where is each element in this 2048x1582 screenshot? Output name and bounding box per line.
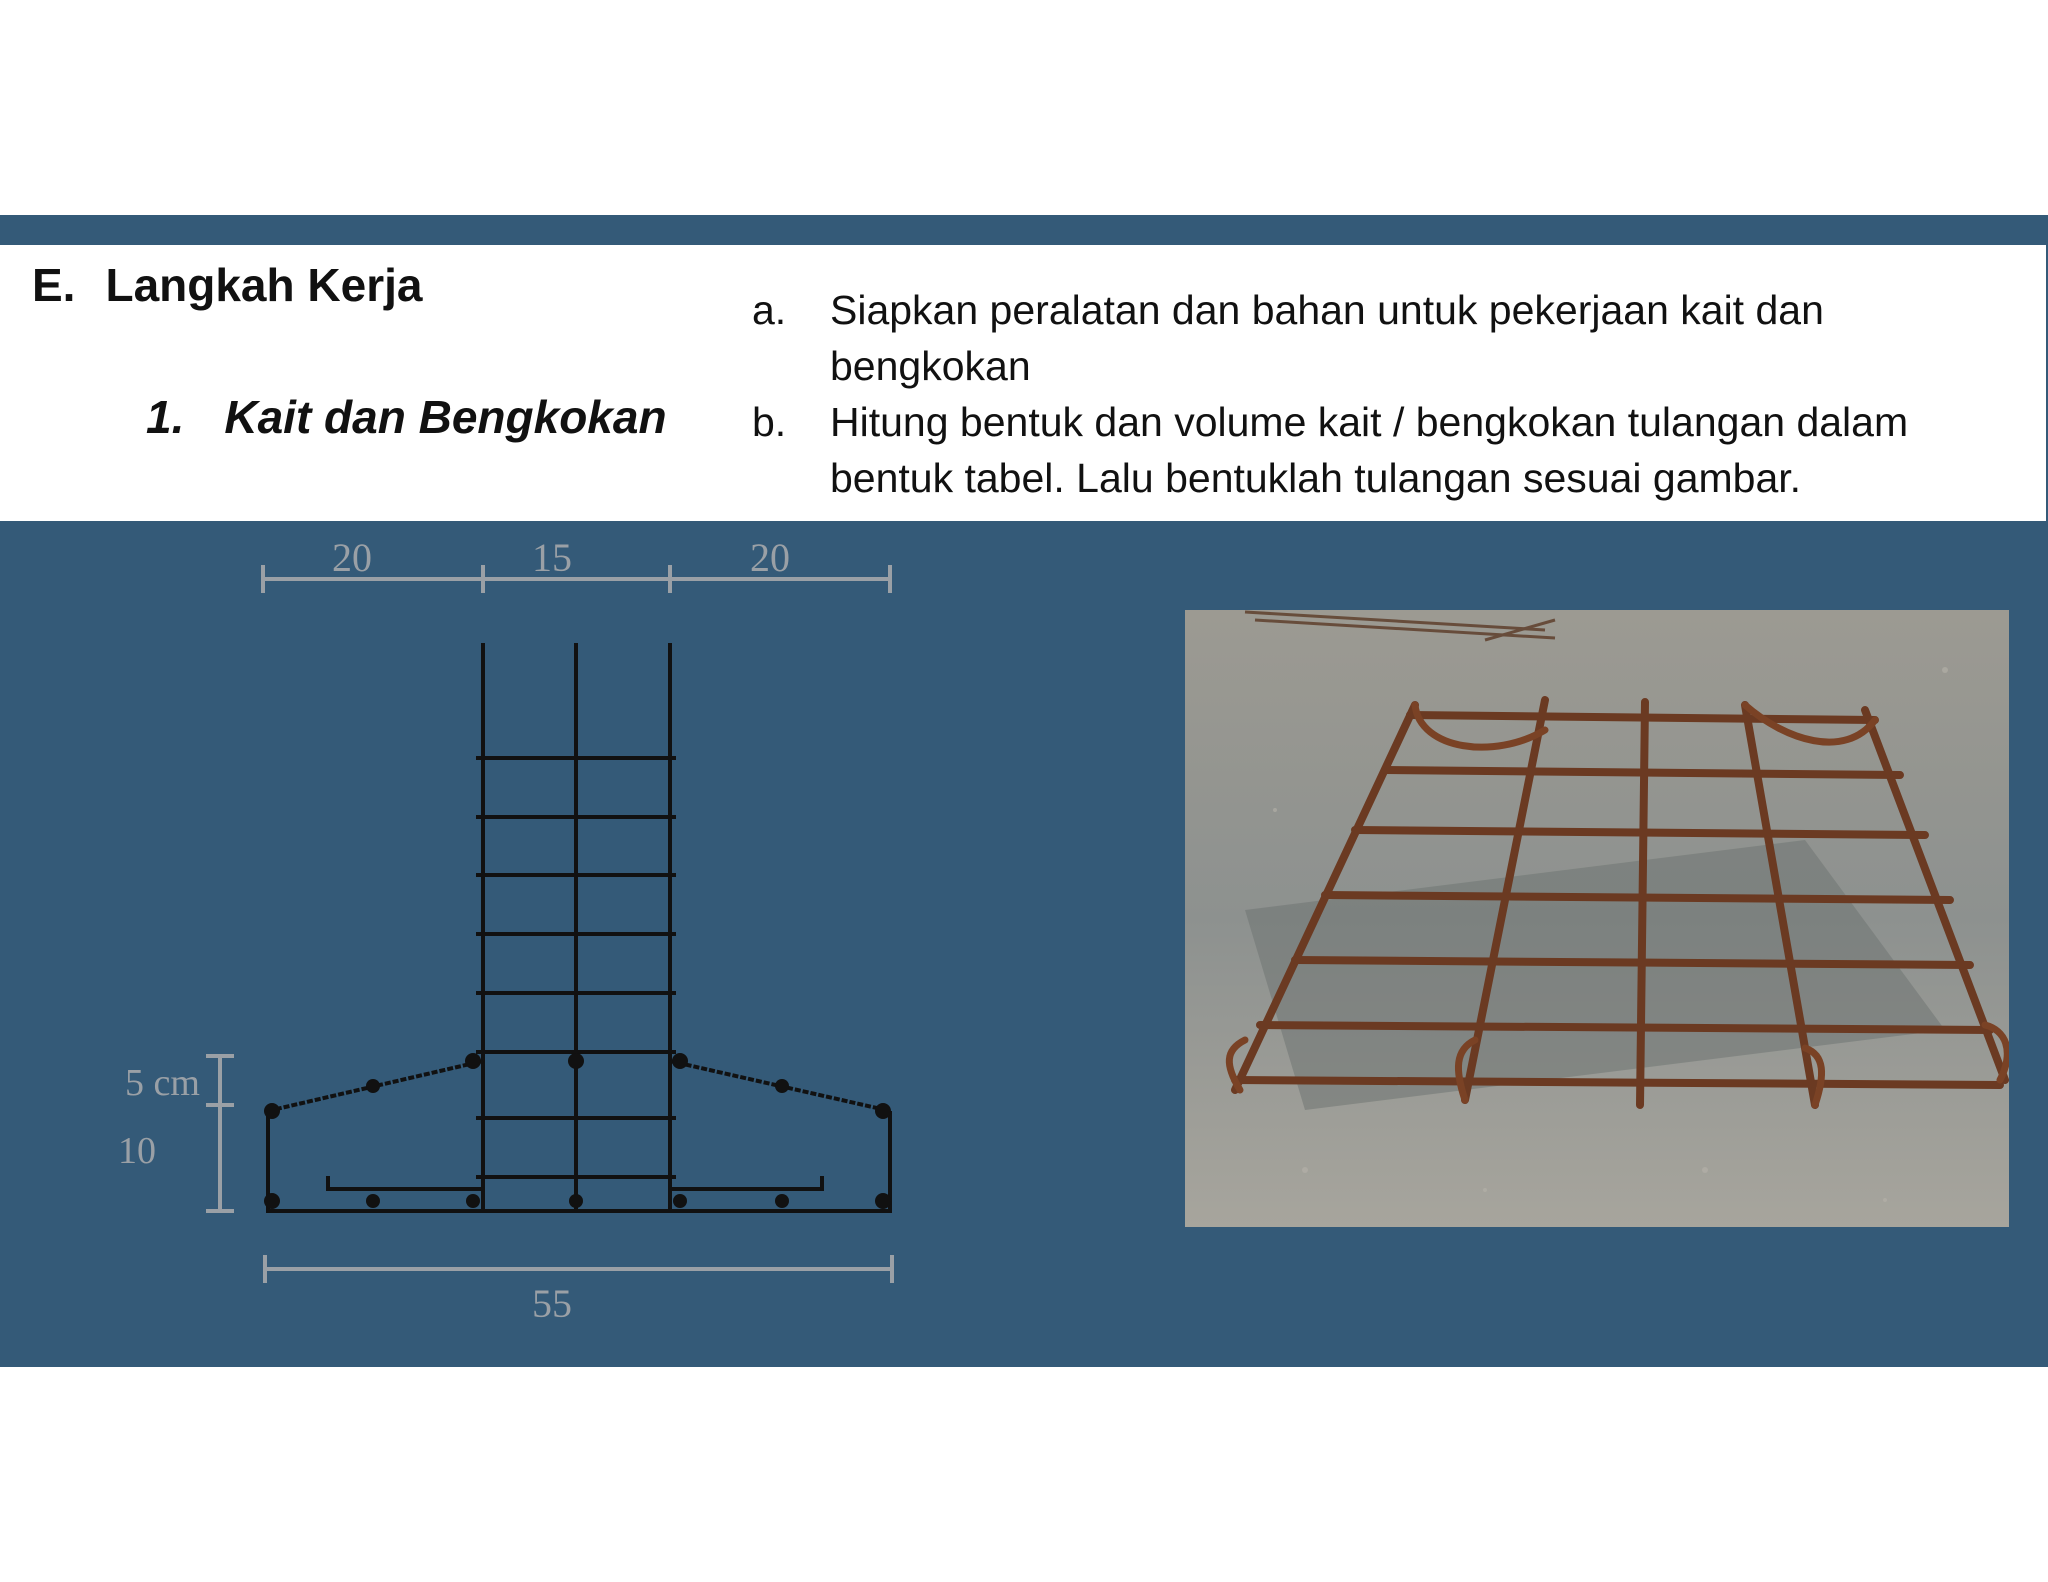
top-dim-left-label: 20: [332, 535, 372, 580]
heading-text: Langkah Kerja: [105, 259, 423, 311]
step-marker: b.: [752, 399, 787, 445]
step-marker: a.: [752, 287, 787, 333]
heading-letter: E.: [32, 259, 76, 311]
footing-reinforcement-drawing: [100, 521, 920, 1367]
step-list: [752, 282, 1992, 506]
bottom-dimension: [265, 1255, 892, 1283]
rebar-mat-photo: [1185, 610, 2009, 1227]
top-dim-mid-label: 15: [532, 535, 572, 580]
step-item: [752, 282, 1992, 394]
side-dim-top-label: 5 cm: [125, 1062, 200, 1104]
step-text: Siapkan peralatan dan bahan untuk pekerjaan kait dan bengkokan: [830, 287, 1824, 389]
side-dim-bottom-label: 10: [118, 1130, 156, 1172]
side-dimension: [206, 1056, 234, 1211]
column-vertical-bars: [483, 643, 670, 1211]
step-text: Hitung bentuk dan volume kait / bengkokan tulangan dalam bentuk tabel. Lalu bentuklah tulangan sesuai gambar.: [830, 399, 1909, 501]
top-dim-right-label: 20: [750, 535, 790, 580]
section-heading: [32, 258, 422, 312]
subheading-text: Kait dan Bengkokan: [224, 391, 667, 443]
bottom-dim-label: 55: [532, 1281, 572, 1326]
subsection-heading: [146, 390, 667, 444]
header-band: [0, 215, 2048, 245]
subheading-number: 1.: [146, 391, 185, 443]
step-item: [752, 394, 1992, 506]
